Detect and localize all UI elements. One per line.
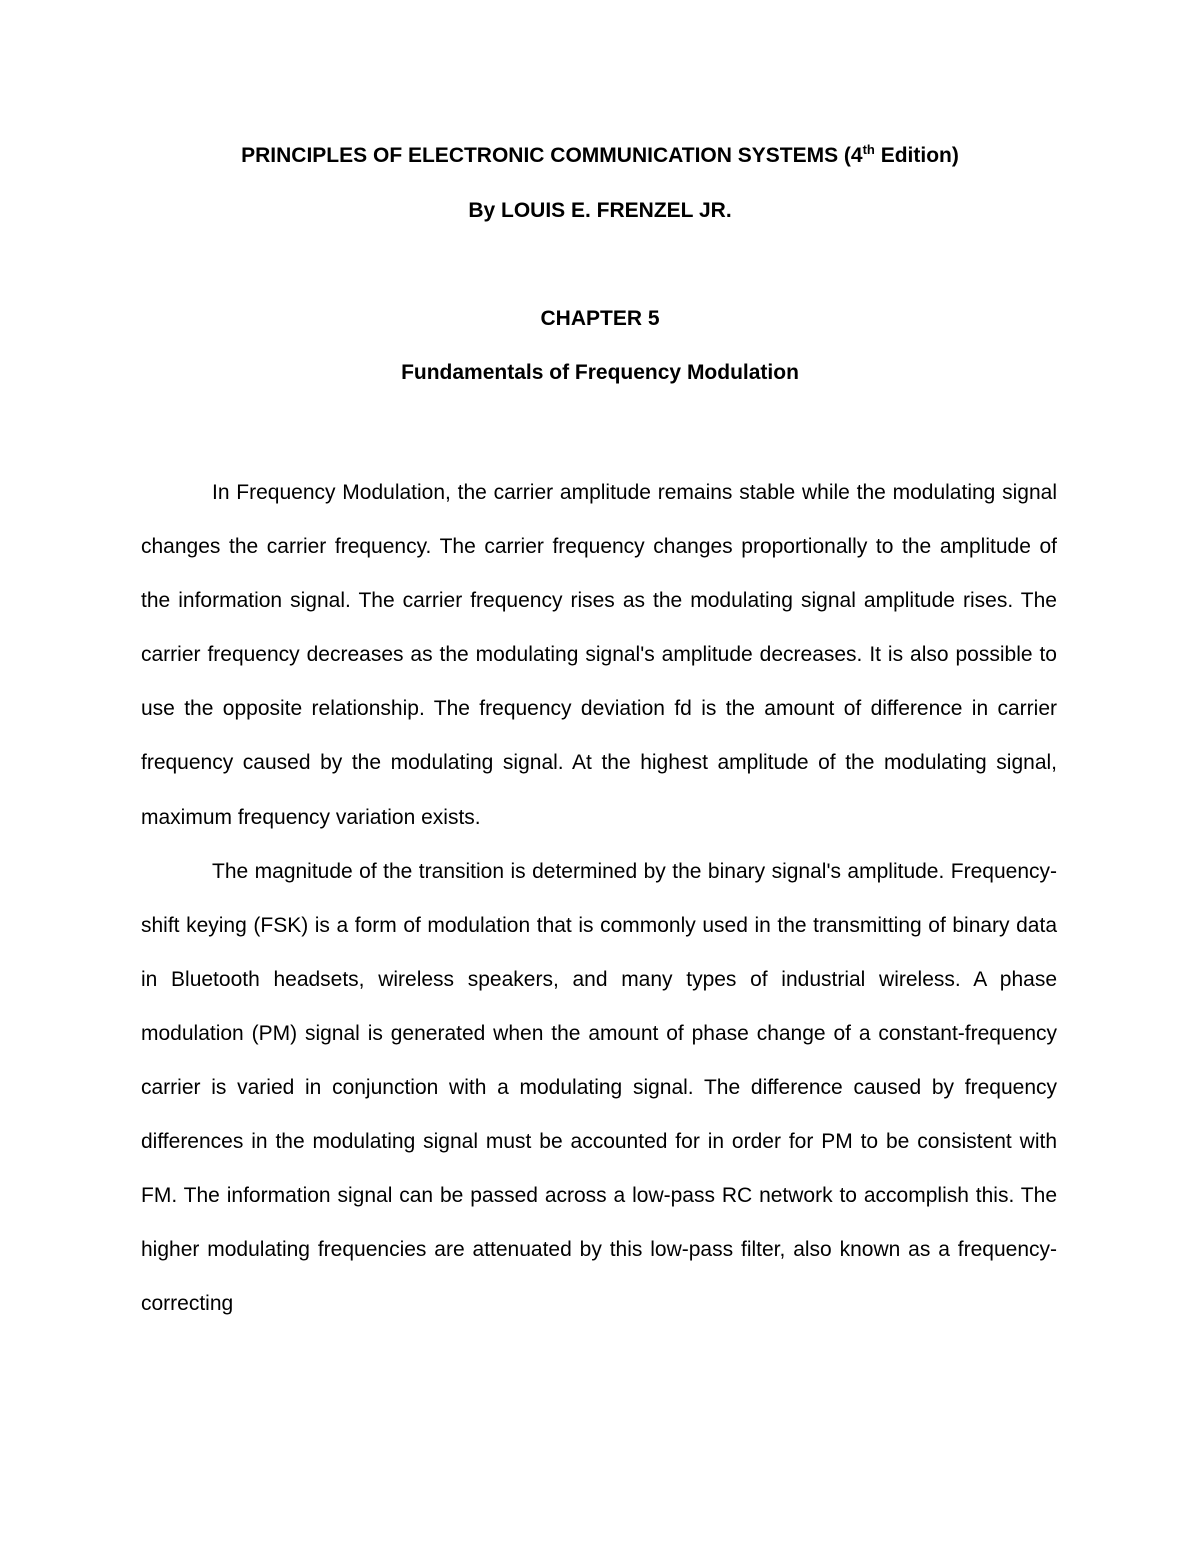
book-author: By LOUIS E. FRENZEL JR.	[468, 199, 732, 222]
book-title-main: PRINCIPLES OF ELECTRONIC COMMUNICATION SYSTEMS (4	[241, 144, 863, 167]
paragraph: In Frequency Modulation, the carrier amplitude remains stable while the modulating signal changes the carrier frequency. The carrier frequency changes proportionally to the amplitude of the information signal. The carrier frequency rises as the modulating signal amplitude rises. The carrier frequency decreases as the modulating signal's amplitude decreases. It is also possible to use the opposite relationship. The frequency deviation fd is the amount of difference in carrier frequency caused by the modulating signal. At the highest amplitude of the modulating signal, maximum frequency variation exists.	[141, 481, 1057, 829]
book-title-end: Edition)	[874, 144, 959, 167]
paragraph: The magnitude of the transition is determined by the binary signal's amplitude. Frequency-shift keying (FSK) is a form of modulation that is commonly used in the transmitting of binary data in Bluetooth headsets, wireless speakers, and many types of industrial wireless. A phase modulation (PM) signal is generated when the amount of phase change of a constant-frequency carrier is varied in conjunction with a modulating signal. The difference caused by frequency differences in the modulating signal must be accounted for in order for PM to be consistent with FM. The information signal can be passed across a low-pass RC network to accomplish this. The higher modulating frequencies are attenuated by this low-pass filter, also known as a frequency-correcting	[141, 859, 1057, 1316]
body-text	[141, 466, 1057, 1332]
chapter-title: Fundamentals of Frequency Modulation	[401, 361, 799, 384]
book-title	[0, 143, 1200, 169]
book-title-superscript: th	[862, 142, 875, 157]
chapter-heading: CHAPTER 5	[540, 307, 660, 330]
